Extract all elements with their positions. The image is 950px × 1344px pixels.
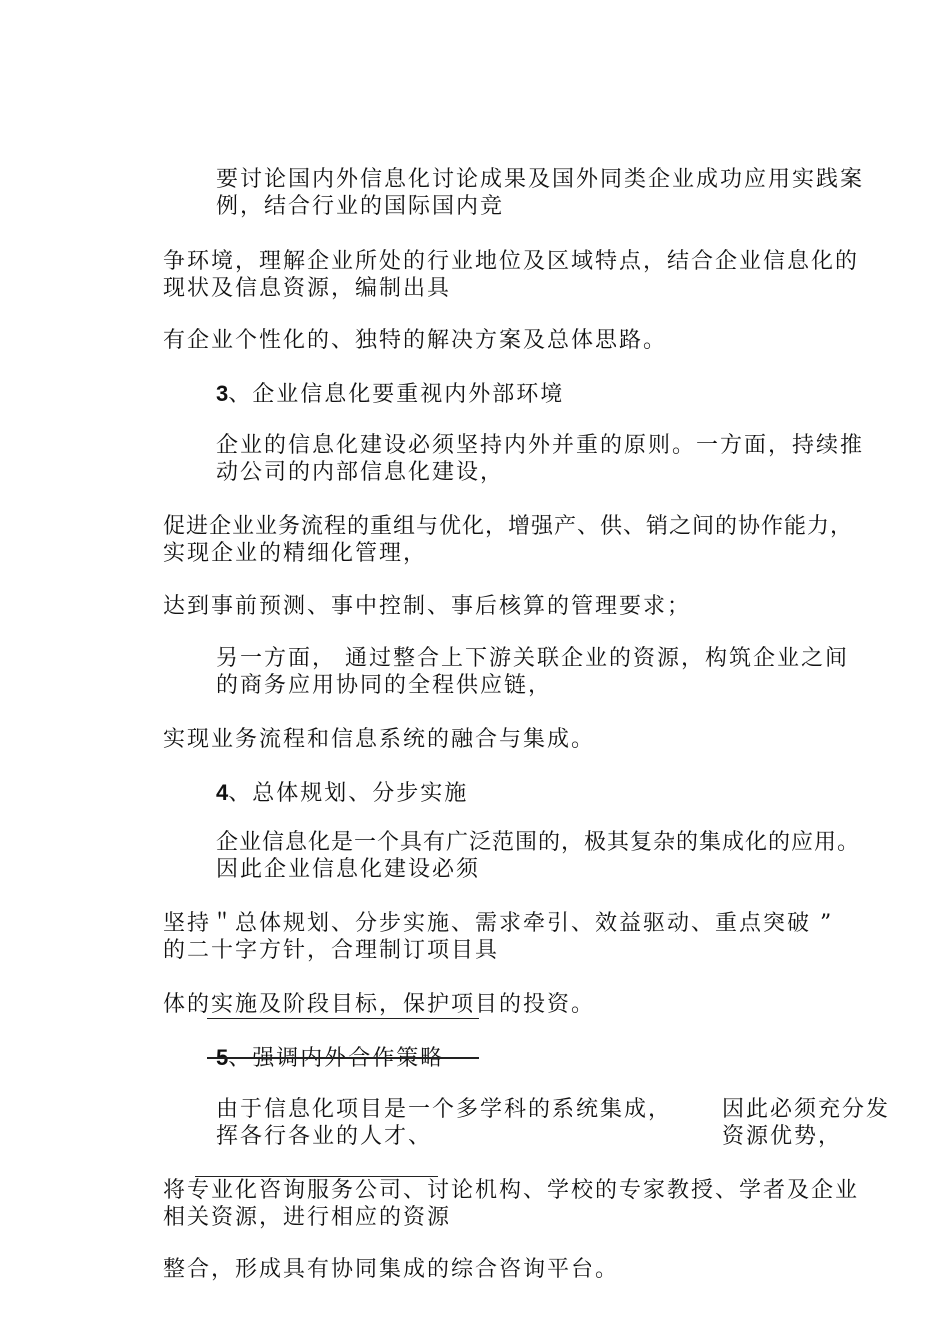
paragraph-line: 实现企业的精细化管理， — [163, 541, 428, 566]
section-heading-3 — [216, 381, 564, 408]
heading-text: 强调内外合作策略 — [252, 1046, 445, 1071]
heading-number: 3 — [216, 381, 229, 406]
paragraph-line: 要讨论国内外信息化讨论成果及国外同类企业成功应用实践案 — [216, 167, 865, 192]
underline-mark — [207, 1018, 479, 1019]
paragraph-line: 的商务应用协同的全程供应链， — [216, 673, 553, 698]
paragraph-line: 由于信息化项目是一个多学科的系统集成， — [216, 1097, 673, 1122]
paragraph-line: 企业信息化是一个具有广泛范围的，极其复杂的集成化的应用。 — [216, 830, 861, 855]
paragraph-line: 挥各行各业的人才、 — [216, 1124, 433, 1149]
heading-separator: 、 — [228, 382, 253, 407]
paragraph-line: 因此必须充分发 — [722, 1097, 891, 1122]
heading-number: 4 — [216, 780, 229, 805]
paragraph-line: 相关资源，进行相应的资源 — [163, 1205, 452, 1230]
paragraph-line: 例，结合行业的国际国内竞 — [216, 194, 505, 219]
paragraph-line: 达到事前预测、事中控制、事后核算的管理要求； — [163, 594, 692, 619]
paragraph-line: 因此企业信息化建设必须 — [216, 857, 481, 882]
paragraph-line: 有企业个性化的、独特的解决方案及总体思路。 — [163, 328, 668, 353]
paragraph-line: 动公司的内部信息化建设， — [216, 460, 505, 485]
paragraph-line: 整合，形成具有协同集成的综合咨询平台。 — [163, 1257, 620, 1282]
paragraph-line: 将专业化咨询服务公司、讨论机构、学校的专家教授、学者及企业 — [163, 1178, 860, 1203]
paragraph-line: 体的实施及阶段目标，保护项目的投资。 — [163, 992, 596, 1017]
paragraph-line: 促进企业业务流程的重组与优化，增强产、供、销之间的协作能力， — [163, 514, 854, 539]
paragraph-line: 现状及信息资源，编制出具 — [163, 276, 452, 301]
paragraph-line: 的二十字方针，合理制订项目具 — [163, 938, 500, 963]
paragraph-line: 另一方面， 通过整合上下游关联企业的资源，构筑企业之间 — [216, 646, 849, 671]
heading-separator: 、 — [228, 781, 253, 806]
paragraph-line: 资源优势， — [722, 1124, 843, 1149]
heading-text: 总体规划、分步实施 — [252, 781, 469, 806]
paragraph-line: 企业的信息化建设必须坚持内外并重的原则。一方面，持续推 — [216, 433, 865, 458]
heading-separator: 、 — [228, 1046, 253, 1071]
heading-number: 5 — [216, 1045, 229, 1070]
strikethrough-mark — [207, 1057, 479, 1059]
paragraph-line: 实现业务流程和信息系统的融合与集成。 — [163, 727, 596, 752]
heading-text: 企业信息化要重视内外部环境 — [252, 382, 565, 407]
section-heading-4 — [216, 780, 468, 807]
paragraph-line: 坚持＂总体规划、分步实施、需求牵引、效益驱动、重点突破 ” — [163, 911, 834, 936]
underline-mark — [195, 1176, 438, 1177]
paragraph-line: 争环境，理解企业所处的行业地位及区域特点，结合企业信息化的 — [163, 249, 860, 274]
